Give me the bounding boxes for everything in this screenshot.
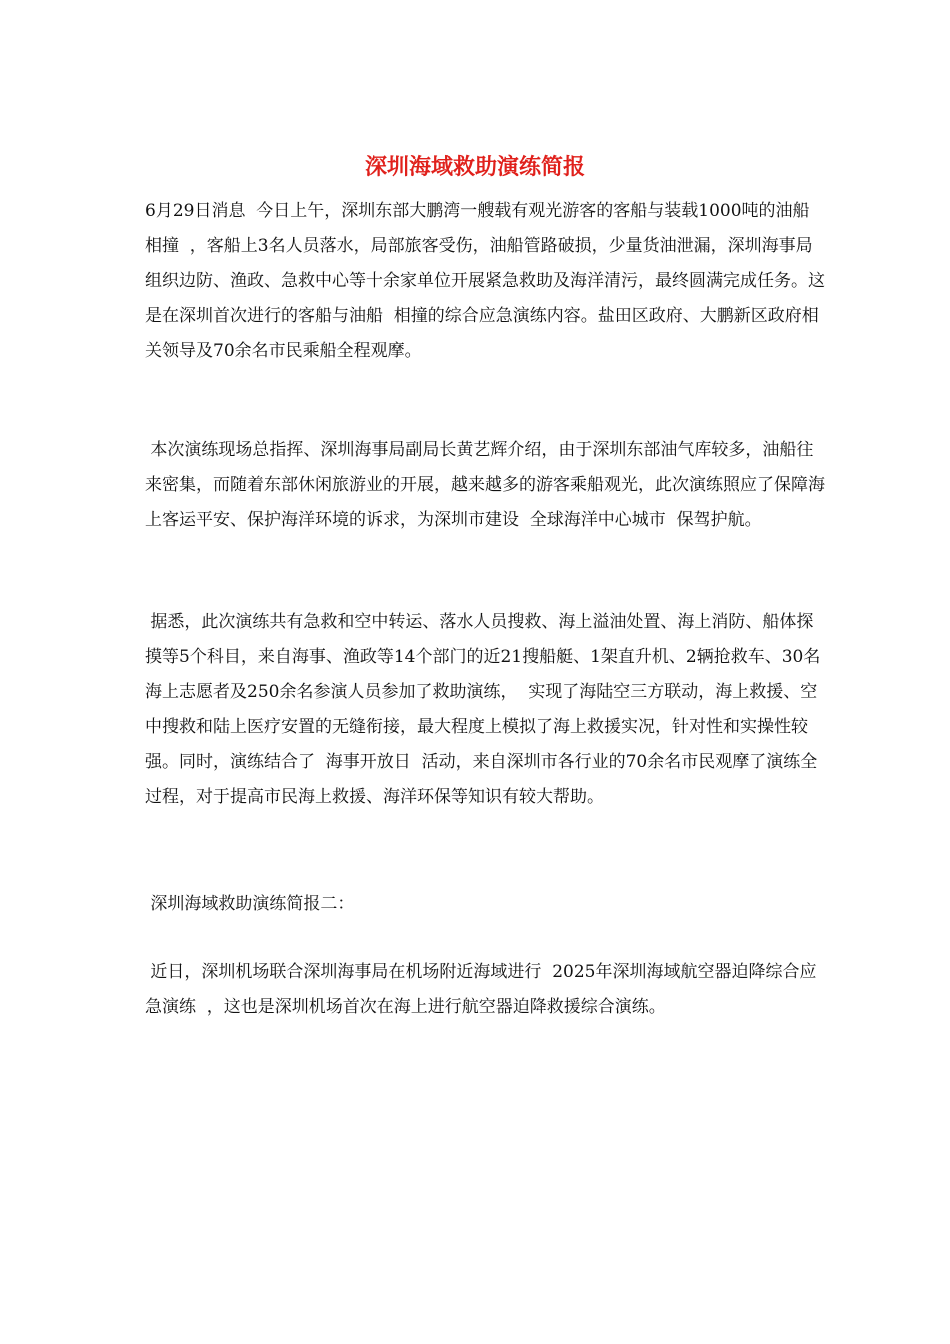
paragraph-1: 6月29日消息 今日上午，深圳东部大鹏湾一艘载有观光游客的客船与装载1000吨的油船 相撞 ，客船上3名人员落水，局部旅客受伤，油船管路破损，少量货油泄漏，深圳海事局组织边防、渔政、急救中心等十余家单位开展紧急救助及海洋清污，最终圆满完成任务。这是在深圳首次进行的客船与油船 相撞的综合应急演练内容。盐田区政府、大鹏新区政府相关领导及70余名市民乘船全程观摩。 [145,201,825,361]
paragraph-2: 本次演练现场总指挥、深圳海事局副局长黄艺辉介绍，由于深圳东部油气库较多，油船往来密集，而随着东部休闲旅游业的开展，越来越多的游客乘船观光，此次演练照应了保障海上客运平安、保护海洋环境的诉求，为深圳市建设 全球海洋中心城市 保驾护航。 [145,440,825,530]
section-heading-2: 深圳海域救助演练简报二： [145,894,355,914]
paragraph-3: 据悉，此次演练共有急救和空中转运、落水人员搜救、海上溢油处置、海上消防、船体探摸等5个科目，来自海事、渔政等14个部门的近21搜船艇、1架直升机、2辆抢救车、30名海上志愿者及250余名参演人员参加了救助演练， 实现了海陆空三方联动，海上救援、空中搜救和陆上医疗安置的无缝衔接，最大程度上模拟了海上救援实况，针对性和实操性较强。同时，演练结合了 海事开放日 活动，来自深圳市各行业的70余名市民观摩了演练全过程，对于提高市民海上救援、海洋环保等知识有较大帮助。 [145,612,821,807]
paragraph-5: 近日，深圳机场联合深圳海事局在机场附近海域进行 2025年深圳海域航空器迫降综合应急演练 ，这也是深圳机场首次在海上进行航空器迫降救援综合演练。 [145,962,817,1017]
document-title: 深圳海域救助演练简报 [364,154,585,180]
document-body [145,194,825,1025]
